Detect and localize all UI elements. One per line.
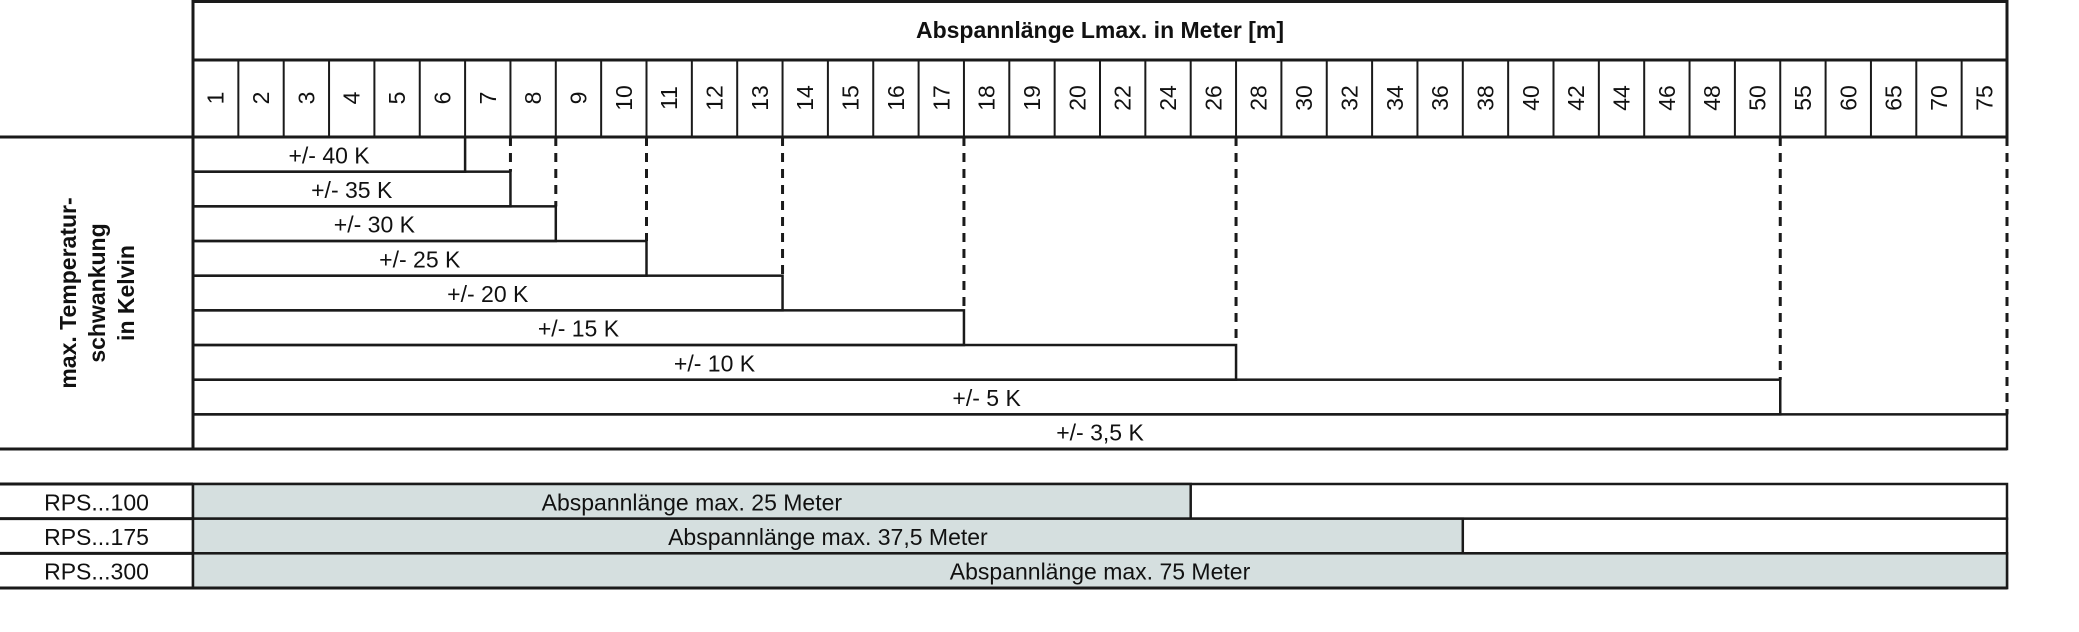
temperature-bar-label: +/- 25 K xyxy=(379,246,461,273)
column-label: 22 xyxy=(1109,85,1136,111)
product-length-label: Abspannlänge max. 75 Meter xyxy=(949,558,1251,585)
column-label: 14 xyxy=(792,85,819,111)
product-name: RPS...100 xyxy=(44,489,149,516)
column-label: 44 xyxy=(1608,85,1635,111)
column-label: 36 xyxy=(1427,85,1454,111)
column-label: 70 xyxy=(1925,85,1952,111)
temperature-bar-label: +/- 15 K xyxy=(537,315,620,342)
column-label: 13 xyxy=(746,85,773,111)
column-label: 18 xyxy=(973,85,1000,111)
column-label: 50 xyxy=(1744,85,1771,111)
column-label: 2 xyxy=(248,91,275,105)
row-label-line: max. Temperatur- xyxy=(55,197,81,389)
temperature-bar-label: +/- 3,5 K xyxy=(1056,419,1144,446)
column-label: 10 xyxy=(610,85,637,111)
row-label-line: schwankung xyxy=(84,223,110,363)
column-label: 28 xyxy=(1245,85,1272,111)
column-label: 6 xyxy=(429,91,456,105)
temperature-bar-label: +/- 35 K xyxy=(311,177,393,204)
column-label: 26 xyxy=(1200,85,1227,111)
product-length-label: Abspannlänge max. 25 Meter xyxy=(541,489,843,516)
column-label: 32 xyxy=(1336,85,1363,111)
product-length-label: Abspannlänge max. 37,5 Meter xyxy=(668,524,988,551)
column-label: 16 xyxy=(882,85,909,111)
column-label: 55 xyxy=(1789,85,1816,111)
column-label: 15 xyxy=(837,85,864,111)
column-label: 12 xyxy=(701,85,728,111)
column-label: 38 xyxy=(1472,85,1499,111)
column-label: 19 xyxy=(1018,85,1045,111)
product-name: RPS...300 xyxy=(44,558,149,585)
column-label: 30 xyxy=(1291,85,1318,111)
column-label: 34 xyxy=(1381,85,1408,111)
column-label: 42 xyxy=(1563,85,1590,111)
column-label: 3 xyxy=(293,91,320,105)
column-label: 46 xyxy=(1653,85,1680,111)
column-label: 9 xyxy=(565,91,592,105)
temperature-bar-label: +/- 20 K xyxy=(447,281,529,308)
column-label: 65 xyxy=(1880,85,1907,111)
column-label: 20 xyxy=(1064,85,1091,111)
column-label: 17 xyxy=(928,85,955,111)
column-label: 40 xyxy=(1517,85,1544,111)
column-label: 75 xyxy=(1971,85,1998,111)
temperature-bar-label: +/- 40 K xyxy=(288,142,370,169)
column-label: 11 xyxy=(656,86,683,110)
column-label: 24 xyxy=(1155,85,1182,111)
temperature-bar-label: +/- 10 K xyxy=(673,350,756,377)
column-label: 4 xyxy=(338,91,365,105)
column-label: 5 xyxy=(384,91,411,105)
column-label: 7 xyxy=(474,91,501,105)
column-label: 8 xyxy=(520,91,547,105)
column-label: 48 xyxy=(1699,85,1726,111)
product-name: RPS...175 xyxy=(44,524,149,551)
temperature-bar-label: +/- 5 K xyxy=(952,385,1021,412)
column-label: 60 xyxy=(1835,85,1862,111)
header-title: Abspannlänge Lmax. in Meter [m] xyxy=(915,17,1285,43)
row-label-line: in Kelvin xyxy=(113,245,139,341)
column-label: 1 xyxy=(202,91,229,105)
temperature-bar-label: +/- 30 K xyxy=(333,211,415,238)
